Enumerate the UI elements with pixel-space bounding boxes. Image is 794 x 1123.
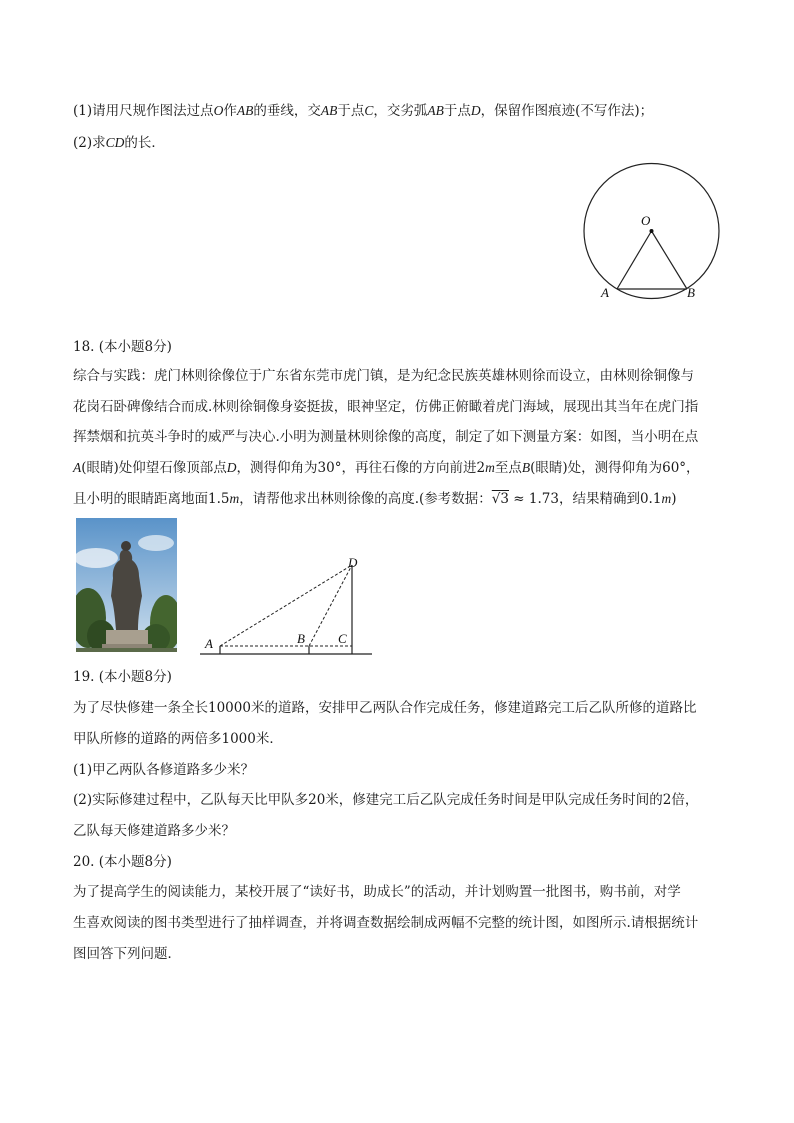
segment-oa bbox=[617, 231, 652, 289]
q19-header: 19. (本小题8分) bbox=[73, 669, 172, 685]
center-point-o bbox=[650, 229, 654, 233]
q18-line5: 且小明的眼睛距离地面1.5m，请帮他求出林则徐像的高度.(参考数据：√3 ≈ 1.73，结果精确到0.1m) bbox=[73, 491, 677, 507]
q17-part2: (2)求CD的长． bbox=[73, 135, 165, 151]
q20-line2: 生喜欢阅读的图书类型进行了抽样调查，并将调查数据绘制成两幅不完整的统计图，如图所示.请根据统计 bbox=[73, 915, 699, 931]
label-c: C bbox=[338, 631, 347, 646]
q19-line3: (1)甲乙两队各修道路多少米？ bbox=[73, 762, 255, 778]
segment-ob bbox=[652, 231, 688, 289]
q19-line1: 为了尽快修建一条全长10000米的道路，安排甲乙两队合作完成任务，修建道路完工后乙队所修的道路比 bbox=[73, 700, 697, 716]
q18-measurement-figure bbox=[200, 553, 375, 658]
q19-line4: (2)实际修建过程中，乙队每天比甲队多20米，修建完工后乙队完成任务时间是甲队完成任务时间的2倍， bbox=[73, 792, 699, 808]
q20-line3: 图回答下列问题． bbox=[73, 946, 181, 962]
q20-header: 20. (本小题8分) bbox=[73, 854, 172, 870]
q20-line1: 为了提高学生的阅读能力，某校开展了“读好书，助成长”的活动，并计划购置一批图书，购书前，对学 bbox=[73, 884, 681, 900]
statue-photo bbox=[76, 518, 177, 652]
q18-line2: 花岗石卧碑像结合而成.林则徐铜像身姿挺拔，眼神坚定，仿佛正俯瞰着虎门海域，展现出其当年在虎门指 bbox=[73, 399, 699, 415]
label-b: B bbox=[297, 631, 305, 646]
label-d: D bbox=[348, 555, 358, 570]
q18-header: 18. (本小题8分) bbox=[73, 339, 172, 355]
q17-part1: (1)请用尺规作图法过点O作AB的垂线，交AB于点C，交劣弧AB于点D，保留作图痕迹(不写作法)； bbox=[73, 103, 654, 119]
q18-line1: 综合与实践：虎门林则徐像位于广东省东莞市虎门镇，是为纪念民族英雄林则徐而设立，由林则徐铜像与 bbox=[73, 368, 694, 384]
q19-line5: 乙队每天修建道路多少米？ bbox=[73, 823, 235, 839]
label-b: B bbox=[687, 285, 695, 300]
label-a: A bbox=[205, 636, 213, 651]
q17-circle-figure bbox=[575, 158, 730, 308]
sightline-ad bbox=[220, 565, 352, 646]
label-a: A bbox=[601, 285, 609, 300]
q18-line4: A(眼睛)处仰望石像顶部点D，测得仰角为30°，再往石像的方向前进2m至点B(眼睛)处，测得仰角为60°， bbox=[73, 460, 700, 476]
q19-line2: 甲队所修的道路的两倍多1000米． bbox=[73, 731, 283, 747]
q18-line3: 挥禁烟和抗英斗争时的威严与决心.小明为测量林则徐像的高度，制定了如下测量方案：如图，当小明在点 bbox=[73, 429, 699, 445]
label-o: O bbox=[641, 213, 651, 228]
